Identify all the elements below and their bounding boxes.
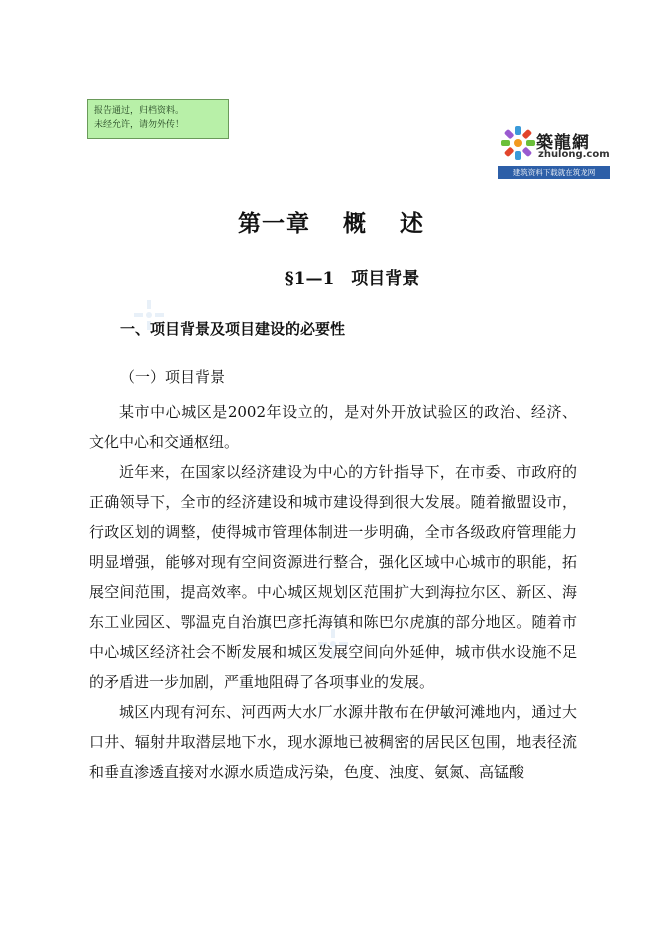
notice-line-1: 报告通过，归档资料。: [94, 106, 185, 116]
paragraph: 城区内现有河东、河西两大水厂水源井散布在伊敏河滩地内，通过大口井、辐射井取潜层地下水，现水源地已被稠密的居民区包围，地表径流和垂直渗透直接对水源水质造成污染，色度、浊度、氨氮、高锰酸: [89, 703, 577, 781]
heading-level-2: （一）项目背景: [120, 368, 226, 386]
notice-stamp: [87, 99, 229, 139]
snowflake-logo-icon: [500, 122, 536, 164]
section-title: §1—1 项目背景: [284, 269, 420, 289]
logo-domain: zhulong.com: [538, 149, 610, 160]
logo-name: 築龍網: [536, 133, 590, 153]
logo-slogan: 建筑资料下载就在筑龙网: [498, 166, 610, 179]
notice-line-2: 未经允许，请勿外传！: [94, 120, 185, 130]
paragraph: 近年来，在国家以经济建设为中心的方针指导下，在市委、市政府的正确领导下，全市的经济建设和城市建设得到很大发展。随着撤盟设市，行政区划的调整，使得城市管理体制进一步明确，全市各级政府管理能力明显增强，能够对现有空间资源进行整合，强化区域中心城市的职能，拓展空间范围，提高效率。中心城区规划区范围扩大到海拉尔区、新区、海东工业园区、鄂温克自治旗巴彦托海镇和陈巴尔虎旗的部分地区。随着市中心城区经济社会不断发展和城区发展空间向外延伸，城市供水设施不足的矛盾进一步加剧，严重地阻碍了各项事业的发展。: [89, 463, 577, 691]
chapter-title: 第一章 概 述: [237, 210, 424, 237]
heading-level-1: 一、项目背景及项目建设的必要性: [120, 320, 346, 338]
zhulong-logo[interactable]: [498, 122, 610, 180]
body-text: [89, 397, 577, 787]
paragraph: 某市中心城区是2002年设立的，是对外开放试验区的政治、经济、文化中心和交通枢纽。: [89, 403, 577, 451]
